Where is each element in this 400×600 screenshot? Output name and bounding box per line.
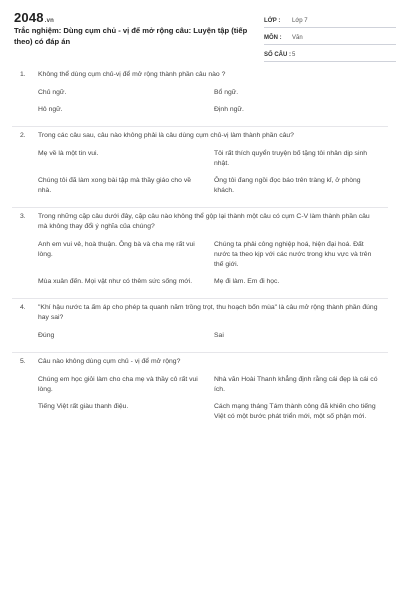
meta-value: 5: [292, 51, 296, 58]
answer-option[interactable]: Anh em vui vẻ, hoà thuận. Ông bà và cha mẹ rất vui lòng.: [38, 241, 195, 258]
meta-value: Lớp 7: [292, 17, 308, 24]
meta-count: [264, 48, 396, 62]
answer-options: [12, 327, 388, 344]
site-logo[interactable]: [14, 10, 54, 25]
answer-option[interactable]: Nhà văn Hoài Thanh khẳng định rằng cái đẹp là cái có ích.: [214, 376, 378, 393]
meta-value: Văn: [292, 34, 303, 41]
answer-option[interactable]: Tôi rất thích quyển truyện bố tặng tôi nhân dịp sinh nhật.: [214, 150, 368, 167]
question-2: [12, 127, 388, 208]
answer-option[interactable]: Cách mạng tháng Tám thành công đã khiến cho tiếng Việt có một bước phát triển mới, một số phận mới.: [214, 403, 376, 420]
answer-option[interactable]: Mẹ đi làm. Em đi học.: [214, 278, 280, 285]
answer-options: [12, 371, 388, 425]
answer-options: [12, 84, 388, 118]
meta-subject: [264, 31, 396, 45]
question-number: 4.: [20, 304, 26, 311]
answer-option[interactable]: Chúng em học giỏi làm cho cha mẹ và thầy cô rất vui lòng.: [38, 376, 198, 393]
answer-option[interactable]: Chủ ngữ.: [38, 89, 67, 96]
answer-option[interactable]: Định ngữ.: [214, 106, 244, 113]
answer-option[interactable]: Tiếng Việt rất giàu thanh điệu.: [38, 403, 129, 410]
question-text: Câu nào không dùng cụm chủ - vị để mở rộng?: [38, 358, 181, 365]
answer-option[interactable]: Chúng tôi đã làm xong bài tập mà thầy giáo cho về nhà.: [38, 177, 192, 194]
question-text: Trong các câu sau, câu nào không phải là câu dùng cụm chủ-vị làm thành phần câu?: [38, 132, 294, 139]
page-header: [12, 8, 388, 60]
meta-label: MÔN :: [264, 34, 282, 41]
meta-panel: [264, 14, 396, 65]
question-text: Không thể dùng cụm chủ-vị để mở rộng thành phần câu nào ?: [38, 71, 226, 78]
answer-option[interactable]: Bổ ngữ.: [214, 89, 239, 96]
question-number: 5.: [20, 358, 26, 365]
question-number: 3.: [20, 213, 26, 220]
meta-label: LỚP :: [264, 17, 281, 24]
meta-class: [264, 14, 396, 28]
page-title: Trắc nghiệm: Dùng cụm chủ - vị để mở rộng câu: Luyện tập (tiếp theo) có đáp án: [14, 26, 248, 46]
answer-option[interactable]: Sai: [214, 332, 224, 339]
question-5: [12, 353, 388, 433]
answer-option[interactable]: Mẹ về là một tin vui.: [38, 150, 99, 157]
answer-option[interactable]: Hô ngữ.: [38, 106, 63, 113]
question-4: [12, 299, 388, 353]
answer-option[interactable]: Ông tôi đang ngồi đọc báo trên tràng kỉ, ở phòng khách.: [214, 177, 361, 194]
question-1: [12, 66, 388, 127]
answer-option[interactable]: Chúng ta phải công nghiệp hoá, hiện đại hoá. Đất nước ta theo kịp với các nước trong khu vực và trên thế giới.: [214, 241, 372, 268]
question-number: 2.: [20, 132, 26, 139]
question-text: Trong những cặp câu dưới đây, cặp câu nào không thể gộp lại thành một câu có cụm C-V làm thành phần câu mà không thay đổi ý nghĩa của chúng?: [38, 213, 370, 230]
question-3: [12, 208, 388, 299]
answer-option[interactable]: Đúng: [38, 332, 55, 339]
answer-options: [12, 145, 388, 199]
meta-label: SỐ CÂU :: [264, 51, 291, 58]
question-list: [12, 66, 388, 433]
logo-main: 2048: [14, 10, 44, 25]
answer-options: [12, 236, 388, 290]
question-text: "Khí hậu nước ta ấm áp cho phép ta quanh năm trồng trọt, thu hoạch bốn mùa" là câu mở rộng thành phần đúng hay sai?: [38, 304, 378, 321]
answer-option[interactable]: Mùa xuân đến. Mọi vật như có thêm sức sống mới.: [38, 278, 193, 285]
logo-suffix: .vn: [44, 18, 55, 24]
question-number: 1.: [20, 71, 26, 78]
